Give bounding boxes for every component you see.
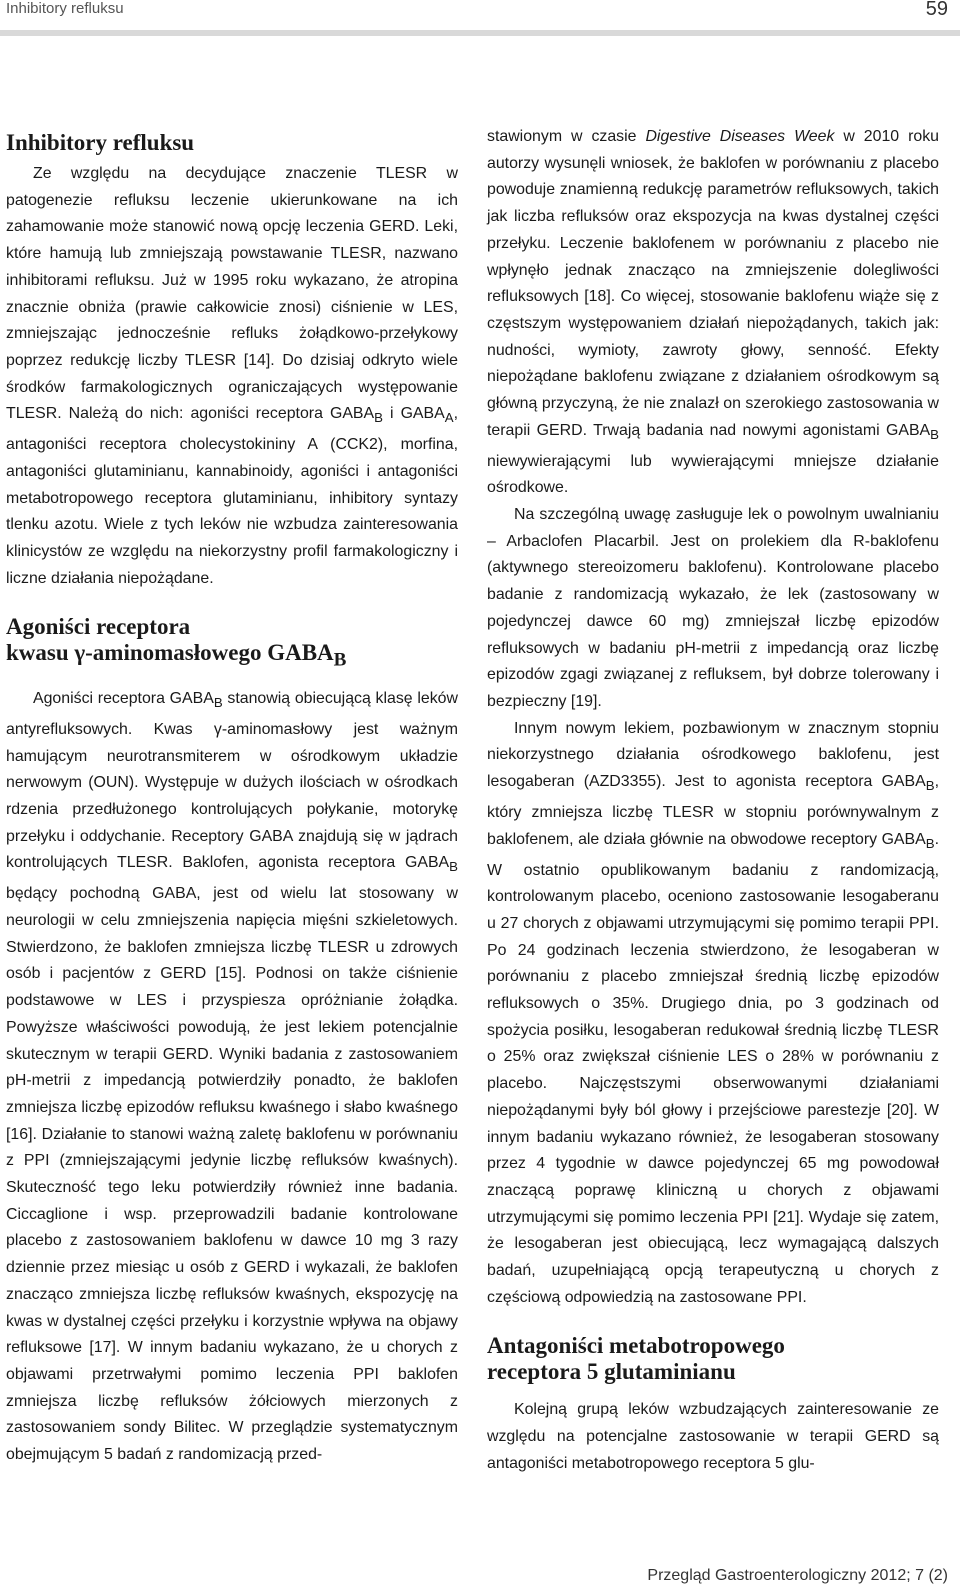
paragraph-arbaclofen: Na szczególną uwagę zasługuje lek o powolnym uwalnianiu – Arbaclofen Placarbil. Jest on prolekiem dla R-baklofenu (aktywnego stereoizomeru baklofenu). Kontrolowane placebo badanie z randomizacją wykazało, że lek (zastosowany w pojedynczej dawce 60 mg) zmniejszał liczbę epizodów refluksowych w badaniu pH-metrii z impedancją oraz liczbę epizodów zgagi związanej z refluksem, był dobrze tolerowany i bezpieczny [19]. (487, 506, 939, 710)
paragraph-gaba: Agoniści receptora $GABA_B$ stanowią obiecującą klasę leków antyrefluksowych. Kwas γ-aminomasłowy jest ważnym hamującym neurotransmiterem w ośrodkowym układzie nerwowym (OUN). Występuje w dużych ilościach w ośrodkach rdzenia przedłużonego kontrolujących połykanie, motorykę przełyku i oddychanie. Receptory GABA znajdują się w jądrach kontrolujących TLESR. Baklofen, agonista receptora $GABA_B$ będący pochodną GABA, jest od wielu lat stosowany w neurologii w celu zmniejszenia napięcia mięśni szkieletowych. Stwierdzono, że baklofen zmniejsza liczbę TLESR u zdrowych osób i pacjentów z GERD [15]. Podnosi on także ciśnienie podstawowe w LES i przyspiesza opróżnianie żołądka. Powyższe właściwości powodują, że jest lekiem potencjalnie skutecznym w terapii GERD. Wyniki badania z zastosowaniem pH-metrii z impedancją potwierdziły ponadto, że baklofen zmniejsza liczbę epizodów refluksu kwaśnego i słabo kwaśnego [16]. Działanie to stanowi ważną zaletę baklofenu w porównaniu z PPI (zmniejszającymi jedynie liczbę refluksów kwaśnych). Skuteczność tego leku potwierdziły również inne badania. Ciccaglione i wsp. przeprowadzili badanie kontrolowane placebo z zastosowaniem baklofenu w dawce 10 mg 3 razy dziennie przez miesiąc u osób z GERD i wykazali, że baklofen znacząco zmniejsza liczbę refluksów kwaśnych, ekspozycję na kwas w dystalnej części przełyku i korzystnie wpływa na objawy refluksowe [17]. W innym badaniu wykazano, że u chorych z objawami przetrwałymi pomimo leczenia PPI baklofen zmniejsza liczbę refluksów żółciowych mierzonych z zastosowaniem sondy Bilitec. W przeglądzie systematycznym obejmującym 5 badań z randomizacją przed- (6, 690, 458, 1464)
right-column (487, 124, 939, 1478)
section-title-inhibitory: Inhibitory refluksu (6, 130, 195, 155)
gaba-text-left (6, 686, 458, 1469)
running-title: Inhibitory refluksu (6, 0, 124, 17)
paragraph-gaba-continued: stawionym w czasie Digestive Diseases Week w 2010 roku autorzy wysunęli wniosek, że baklofen w porównaniu z placebo powoduje znamienną redukcję parametrów refluksowych, takich jak liczba refluksów oraz ekspozycja na kwas dystalnej części przełyku. Leczenie baklofenem w porównaniu z placebo nie wpłynęło jednak znacząco na zmniejszenie dolegliwości refluksowych [18]. Co więcej, stosowanie baklofenu wiąże się z częstszym występowaniem działań niepożądanych, takich jak: nudności, wymioty, zawroty głowy, senność. Efekty niepożądane baklofenu związane z działaniem ośrodkowym są główną przyczyną, że nie znalazł on szerokiego zastosowania w terapii GERD. Trwają badania nad nowymi agonistami $GABA_B$ niewywierającymi lub wywierającymi mniejsze działanie ośrodkowe. (487, 128, 940, 497)
paragraph-antagonisci: Kolejną grupą leków wzbudzających zainteresowanie ze względu na potencjalne zastosowanie w terapii GERD są antagoniści metabotropowego receptora 5 glu- (487, 1401, 939, 1472)
header-rule (0, 30, 960, 36)
section-title-gaba: Agoniści receptora kwasu γ-aminomasłowego $GABA_B$ (6, 614, 347, 672)
paragraph-inhibitory: Ze względu na decydujące znaczenie TLESR w patogenezie refluksu leczenie ukierunkowane na ich zahamowanie może stanowić nową opcję leczenia GERD. Leki, które hamują lub zmniejszają powstawanie TLESR, nazwano inhibitorami refluksu. Już w 1995 roku wykazano, że atropina znacznie obniża (prawie całkowicie znosi) ciśnienie w LES, zmniejszając jednocześnie refluks żołądkowo-przełykowy poprzez redukcję liczby TLESR [14]. Do dzisiaj odkryto wiele środków farmakologicznych ograniczających występowanie TLESR. Należą do nich: agoniści receptora $GABA_B$ i $GABA_A$, antagoniści receptora cholecystokininy A (CCK2), morfina, antagoniści glutaminianu, kannabinoidy, agoniści i antagoniści metabotropowego receptora glutaminianu, inhibitory syntazy tlenku azotu. Wiele z tych leków nie wzbudza zainteresowania klinicystów ze względu na niekorzystny profil farmakologiczny i liczne działania niepożądane. (6, 165, 458, 587)
page-number: 59 (925, 0, 948, 20)
left-column (6, 124, 458, 1469)
paragraph-lesogaberan: Innym nowym lekiem, pozbawionym w znacznym stopniu niekorzystnego działania ośrodkowego baklofenu, jest lesogaberan (AZD3355). Jest to agonista receptora $GABA_B$, który zmniejsza liczbę TLESR w stopniu porównywalnym z baklofenem, ale działa głównie na obwodowe receptory $GABA_B$. W ostatnio opublikowanym badaniu z randomizacją, kontrolowanym placebo, oceniono zastosowanie lesogaberanu u 27 chorych z objawami utrzymującymi się pomimo terapii PPI. Po 24 godzinach leczenia stwierdzono, że lesogaberan w porównaniu z placebo zmniejszał średnią liczbę epizodów refluksowych o 35%. Drugiego dnia, po 3 godzinach od spożycia posiłku, lesogaberan redukował średnią liczbę TLESR o 25% oraz zwiększał ciśnienie LES o 28% w porównaniu z placebo. Najczęstszymi obserwowanymi działaniami niepożądanymi były ból głowy i przejściowe parestezje [20]. W innym badaniu wykazano również, że lesogaberan stosowany przez 4 tygodnie w dawce pojedynczej 65 mg powodował znaczącą poprawę kliniczną u chorych z objawami utrzymującymi się pomimo leczenia PPI [21]. Wydaje się zatem, że lesogaberan jest obiecującą, lecz wymagającą dalszych badań, uzupełniającą opcją terapeutyczną u chorych z częściową odpowiedzią na zastosowane PPI. (487, 719, 939, 1306)
gaba-text-right (487, 124, 939, 502)
journal-footer: Przegląd Gastroenterologiczny 2012; 7 (2) (647, 1567, 948, 1584)
section-title-antagonisci: Antagoniści metabotropowego receptora 5 glutaminianu (487, 1333, 785, 1385)
